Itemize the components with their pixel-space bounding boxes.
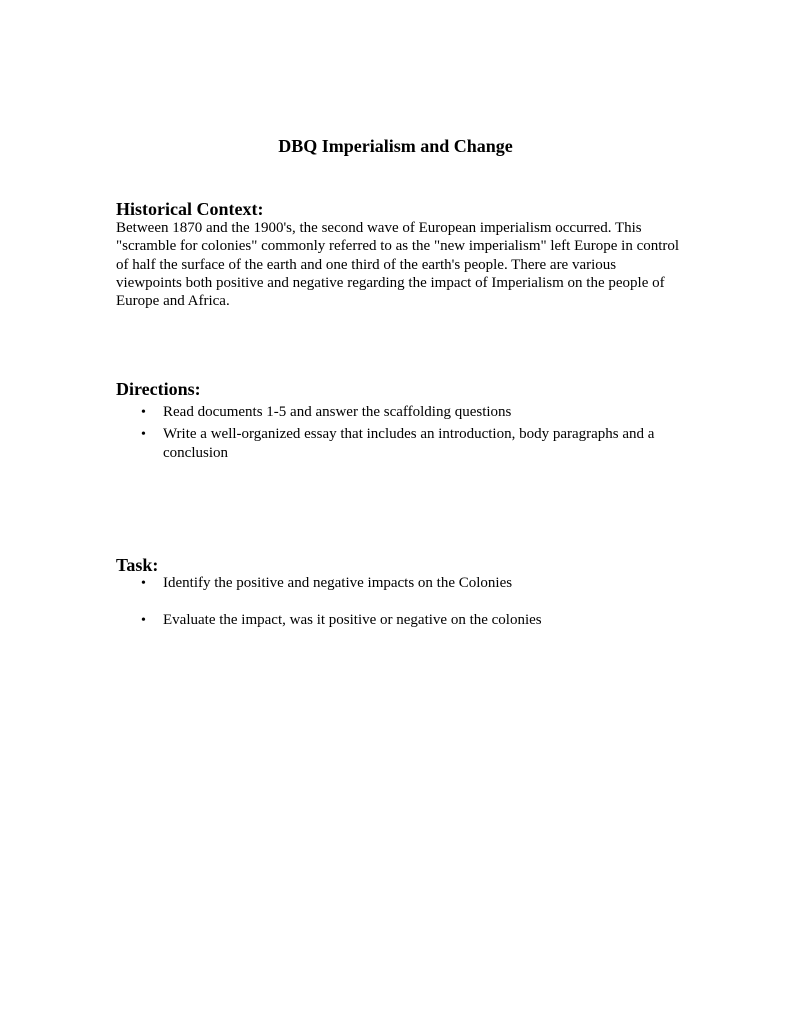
list-item [116, 611, 682, 630]
list-item-text: Write a well-organized essay that includes an introduction, body paragraphs and a conclusion [163, 426, 655, 461]
bullet-icon: • [141, 427, 146, 442]
bullet-icon: • [141, 613, 146, 628]
list-item [116, 425, 682, 463]
list-item [116, 574, 682, 593]
directions-list [116, 403, 682, 466]
bullet-icon: • [141, 576, 146, 591]
list-item [116, 403, 682, 422]
historical-context-paragraph: Between 1870 and the 1900's, the second wave of European imperialism occurred. This "scramble for colonies" commonly referred to as the "new imperialism" left Europe in control of half the surface of the earth and one third of the earth's people. There are various viewpoints both positive and negative regarding the impact of Imperialism on the people of Europe and Africa. [116, 220, 680, 310]
list-item-text: Read documents 1-5 and answer the scaffolding questions [163, 404, 512, 420]
list-item-text: Identify the positive and negative impacts on the Colonies [163, 575, 513, 591]
bullet-icon: • [141, 405, 146, 420]
list-item-text: Evaluate the impact, was it positive or negative on the colonies [163, 612, 542, 628]
historical-context-heading: Historical Context: [116, 199, 264, 219]
document-title: DBQ Imperialism and Change [278, 136, 513, 156]
directions-heading: Directions: [116, 379, 201, 399]
task-heading: Task: [116, 555, 159, 575]
task-list [116, 574, 682, 648]
